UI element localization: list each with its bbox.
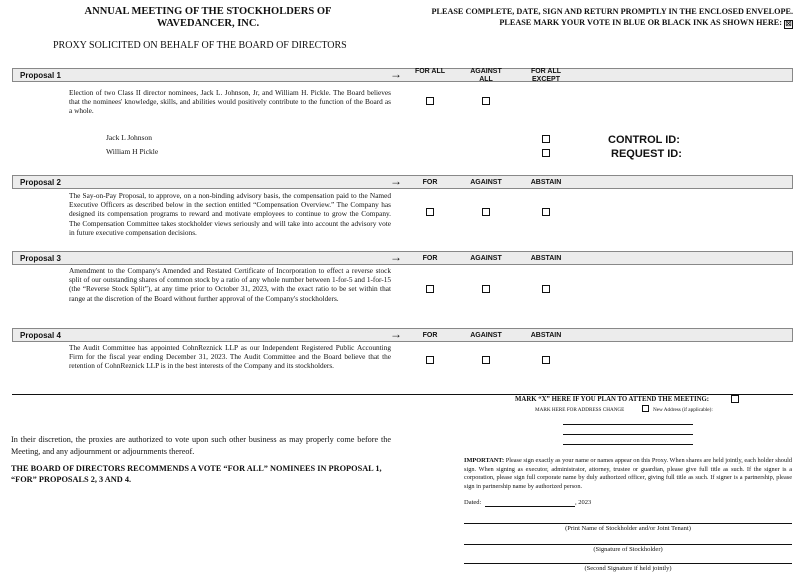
p3-abstain-checkbox[interactable]: [542, 285, 550, 293]
p4-abstain-checkbox[interactable]: [542, 356, 550, 364]
nominee-2-name: William H Pickle: [106, 147, 159, 156]
document-title: [58, 6, 358, 30]
col-for: FOR: [422, 332, 438, 339]
title-line-1: ANNUAL MEETING OF THE STOCKHOLDERS OF: [84, 6, 332, 17]
new-address-label: New Address (if applicable):: [653, 407, 713, 413]
col-for: FOR: [422, 255, 438, 262]
control-id-label: CONTROL ID:: [608, 134, 680, 146]
col-against: AGAINST: [470, 255, 502, 262]
proposal-1-bar: [12, 68, 793, 82]
p2-against-checkbox[interactable]: [482, 208, 490, 216]
arrow-right-icon: →: [390, 174, 402, 188]
arrow-right-icon: →: [390, 250, 402, 264]
arrow-right-icon: →: [390, 67, 402, 81]
proposal-2-label: Proposal 2: [20, 178, 61, 187]
discretion-text: In their discretion, the proxies are authorized to vote upon such other business as may properly come before the Meeting, and any adjournment or adjournments thereof.: [11, 435, 391, 456]
proposal-1-label: Proposal 1: [20, 71, 61, 80]
print-name-label: (Print Name of Stockholder and/or Joint Tenant): [565, 525, 691, 532]
instruction-line-2: [418, 17, 793, 29]
p3-against-checkbox[interactable]: [482, 285, 490, 293]
proposal-4-bar: [12, 328, 793, 342]
instruction-line-2-text: PLEASE MARK YOUR VOTE IN BLUE OR BLACK INK AS SHOWN HERE:: [499, 18, 782, 27]
p3-for-checkbox[interactable]: [426, 285, 434, 293]
instruction-line-1: PLEASE COMPLETE, DATE, SIGN AND RETURN PROMPTLY IN THE ENCLOSED ENVELOPE.: [431, 7, 793, 16]
proposal-1-text: Election of two Class II director nominees, Jack L. Johnson, Jr, and William H. Pickle. The Board believes that the nominees' knowledge, skills, and abilities would positively contribute to the function of the Board as a whole.: [69, 88, 391, 116]
important-label: IMPORTANT:: [464, 457, 505, 464]
col-against: AGAINST: [470, 179, 502, 186]
col-for-all: FOR ALL: [414, 68, 446, 75]
signature-line[interactable]: [464, 544, 792, 545]
important-notice: [464, 457, 792, 491]
col-abstain: ABSTAIN: [530, 332, 562, 339]
p4-for-checkbox[interactable]: [426, 356, 434, 364]
p2-abstain-checkbox[interactable]: [542, 208, 550, 216]
proposal-2-bar: [12, 175, 793, 189]
proposal-4-label: Proposal 4: [20, 331, 61, 340]
board-recommendation: THE BOARD OF DIRECTORS RECOMMENDS A VOTE “FOR ALL” NOMINEES IN PROPOSAL 1, “FOR” PROPOSALS 2, 3 AND 4.: [11, 464, 382, 484]
col-for: FOR: [422, 179, 438, 186]
address-line-1[interactable]: [563, 424, 693, 425]
attend-meeting: [515, 396, 709, 403]
p1-for-all-checkbox[interactable]: [426, 97, 434, 105]
col-abstain: ABSTAIN: [530, 255, 562, 262]
proposal-4-text: The Audit Committee has appointed CohnReznick LLP as our Independent Registered Public Accounting Firm for the fiscal year ending December 31, 2023. The Audit Committee and the Board believe that the retention of CohnReznick LLP is in the best interests of the Company and its stockholders.: [69, 343, 391, 371]
address-line-3[interactable]: [563, 444, 693, 445]
print-name-line[interactable]: [464, 523, 792, 524]
sample-mark-icon: ☒: [785, 20, 792, 28]
proposal-2-text: The Say-on-Pay Proposal, to approve, on a non-binding advisory basis, the compensation paid to the Named Executive Officers as described below in the section entitled “Compensation Overview.” The Company has designed its compensation programs to reward and motivate employees to continue to grow the Company. The Compensation Committee takes stockholder views seriously and will take into account the advisory vote in future executive compensation decisions.: [69, 191, 391, 237]
proposal-3-text: Amendment to the Company's Amended and Restated Certificate of Incorporation to effect a reverse stock split of our outstanding shares of common stock by a ratio of any whole number between 1-for-5 and 1-for-15 (the “Reverse Stock Split”), at any time prior to October 31, 2023, with the exact ratio to be set within that range at the discretion of the Board without further approval of the Company's stockholders.: [69, 266, 391, 303]
address-change-checkbox[interactable]: [642, 405, 649, 412]
arrow-right-icon: →: [390, 327, 402, 341]
attend-meeting-label: MARK “X” HERE IF YOU PLAN TO ATTEND THE MEETING:: [515, 396, 710, 403]
nominee-2-except-checkbox[interactable]: [542, 149, 550, 157]
solicited-by: PROXY SOLICITED ON BEHALF OF THE BOARD OF DIRECTORS: [53, 40, 347, 51]
p1-against-all-checkbox[interactable]: [482, 97, 490, 105]
signature-label: (Signature of Stockholder): [593, 546, 663, 553]
p4-against-checkbox[interactable]: [482, 356, 490, 364]
col-against: AGAINST: [470, 332, 502, 339]
instructions: [418, 6, 793, 29]
second-signature-line[interactable]: [464, 563, 792, 564]
important-text: Please sign exactly as your name or names appear on this Proxy. When shares are held jointly, each holder should sign. When signing as executor, administrator, attorney, trustee or guardian, please give full title as such. If the signer is a corporation, please sign full corporate name by duly authorized officer, giving full title as such. If signer is a partnership, please sign in partnership name by authorized person.: [464, 457, 792, 490]
second-signature-label: (Second Signature if held jointly): [584, 565, 672, 572]
section-divider: [12, 394, 793, 395]
address-line-2[interactable]: [563, 434, 693, 435]
dated-line[interactable]: [485, 506, 575, 507]
address-change-label: MARK HERE FOR ADDRESS CHANGE: [535, 407, 625, 413]
nominee-1-except-checkbox[interactable]: [542, 135, 550, 143]
col-abstain: ABSTAIN: [530, 179, 562, 186]
request-id-label: REQUEST ID:: [611, 148, 682, 160]
dated-year: , 2023: [575, 499, 592, 506]
attend-meeting-checkbox[interactable]: [731, 395, 739, 403]
proposal-3-bar: [12, 251, 793, 265]
title-line-2: WAVEDANCER, INC.: [156, 18, 260, 29]
dated-label: Dated:: [464, 499, 482, 506]
col-for-all-except: FOR ALL EXCEPT: [530, 68, 562, 83]
nominee-1-name: Jack L Johnson: [106, 133, 152, 142]
p2-for-checkbox[interactable]: [426, 208, 434, 216]
proposal-3-label: Proposal 3: [20, 254, 61, 263]
col-against-all: AGAINST ALL: [470, 68, 502, 83]
